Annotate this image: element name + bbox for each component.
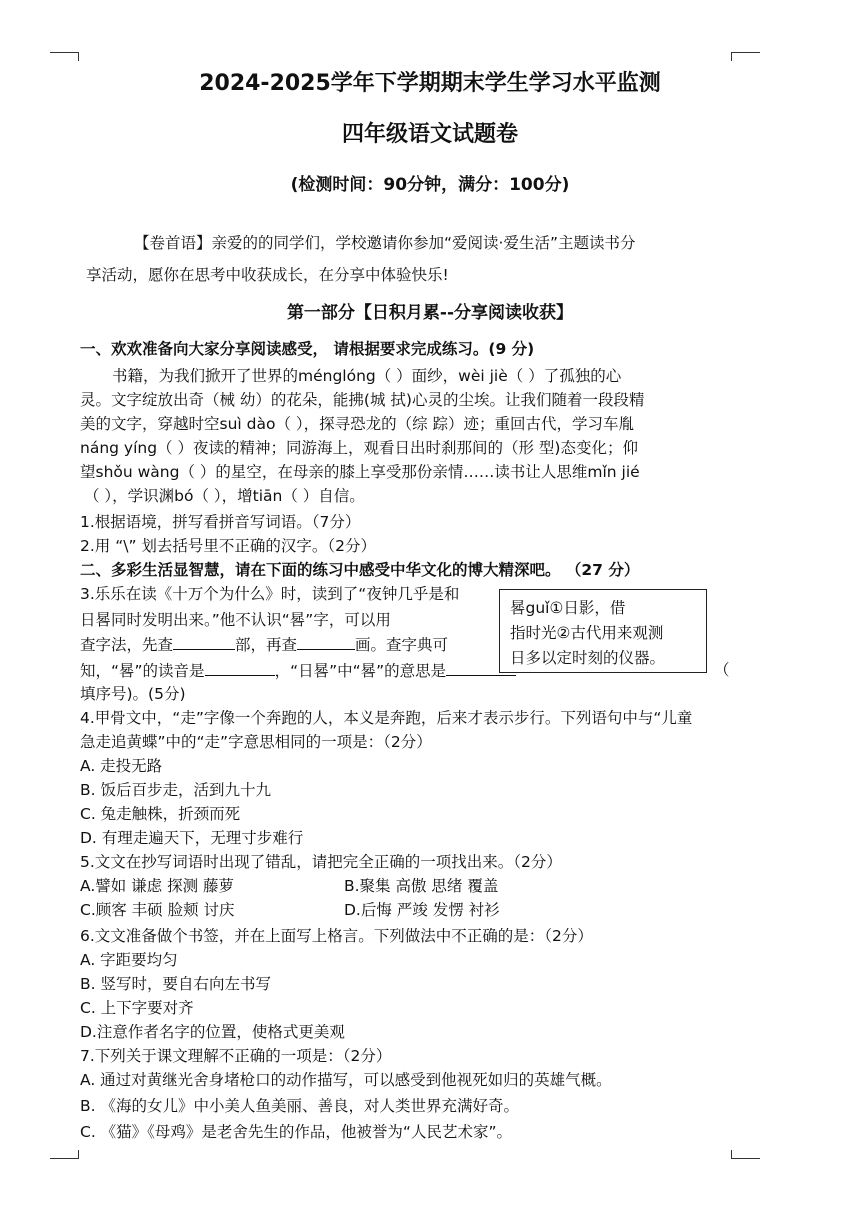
q4-option-d[interactable]: D. 有理走遍天下，无理寸步难行 [80,829,304,847]
q5-stem: 5.文文在抄写词语时出现了错乱，请把完全正确的一项找出来。（2分） [80,853,562,871]
q7-option-a[interactable]: A. 通过对黄继光舍身堵枪口的动作描写，可以感受到他视死如归的英雄气概。 [80,1071,612,1089]
passage-line-1: 书籍，为我们掀开了世界的ménglóng（ ）面纱，wèi jiè（ ）了孤独的心 [112,367,622,385]
q3-line-5: 填序号)。(5分) [80,685,186,703]
passage-line-3: 美的文字，穿越时空suì dào（ ），探寻恐龙的（综 踪）迹；重回古代，学习车胤 [80,415,635,433]
passage-line-4: náng yíng（ ）夜读的精神；同游海上，观看日出时刹那间的（形 型)态变化；仰 [80,439,638,457]
passage-line-5: 望shǒu wàng（ ）的星空，在母亲的膝上享受那份亲情……读书让人思维mǐn jié [80,463,640,481]
exam-title: 2024-2025学年下学期期末学生学习水平监测 [199,71,661,96]
note-line: 日多以定时刻的仪器。 [510,649,666,667]
section2-heading: 二、多彩生活显智慧，请在下面的练习中感受中华文化的博大精深吧。 （27 分） [80,561,640,579]
preface-line-2: 享活动，愿你在思考中收获成长，在分享中体验快乐! [86,266,449,284]
crop-mark-bottom-right [731,1150,760,1159]
q3-line-4 [80,659,516,682]
q3-text: 知，“晷”的读音是 [80,662,205,680]
section1-heading: 一、欢欢准备向大家分享阅读感受， 请根据要求完成练习。(9 分) [80,340,535,358]
q3-line-1: 3.乐乐在读《十万个为什么》时，读到了“夜钟几乎是和 [80,585,460,603]
q7-option-c[interactable]: C. 《猫》《母鸡》是老舍先生的作品，他被誉为“人民艺术家”。 [80,1123,512,1141]
q6-option-a[interactable]: A. 字距要均匀 [80,951,178,969]
q3-text: 查字法，先查 [80,636,174,654]
part1-title: 第一部分【日积月累--分享阅读收获】 [286,303,574,323]
q4-option-b[interactable]: B. 饭后百步走，活到九十九 [80,781,271,799]
exam-subtitle: 四年级语文试题卷 [341,122,518,147]
q5-option-c[interactable]: C.顾客 丰硕 脸颊 讨庆 [80,901,235,919]
passage-line-2: 灵。文字绽放出奇（械 幼）的花朵，能拂(城 拭)心灵的尘埃。让我们随着一段段精 [80,391,645,409]
q3-text: ，“日晷”中“晷”的意思是 [274,662,447,680]
crop-mark-bottom-left [50,1150,79,1159]
q7-option-b[interactable]: B. 《海的女儿》中小美人鱼美丽、善良，对人类世界充满好奇。 [80,1097,519,1115]
exam-info: (检测时间：90分钟，满分：100分) [290,175,570,195]
dictionary-note-box [499,589,707,673]
q4-line-1: 4.甲骨文中，“走”字像一个奔跑的人，本义是奔跑，后来才表示步行。下列语句中与“儿童 [80,709,693,727]
passage-line-6: （ ），学识渊bó（ ），增tiān（ ）自信。 [84,487,365,505]
answer-blank-radical[interactable] [173,633,235,650]
question-2: 2.用 “\” 划去括号里不正确的汉字。（2分） [80,537,377,555]
q4-option-c[interactable]: C. 兔走触株，折颈而死 [80,805,241,823]
answer-blank-pinyin[interactable] [205,659,275,676]
answer-blank-strokes[interactable] [297,633,355,650]
q6-option-d[interactable]: D.注意作者名字的位置，使格式更美观 [80,1023,345,1041]
q5-option-b[interactable]: B.聚集 高傲 思绪 覆盖 [344,877,499,895]
note-line: 晷guǐ①日影，借 [510,599,626,617]
q3-line-2: 日晷同时发明出来。”他不认识“晷”字，可以用 [80,611,391,629]
q5-option-d[interactable]: D.后悔 严竣 发愣 衬衫 [344,901,500,919]
q7-stem: 7.下列关于课文理解不正确的一项是：（2分） [80,1047,392,1065]
q4-option-a[interactable]: A. 走投无路 [80,757,163,775]
q3-text: 画。查字典可 [355,636,449,654]
note-line: 指时光②古代用来观测 [510,624,664,642]
q3-text: 部，再查 [235,636,298,654]
q3-line-3 [80,633,448,656]
preface-line-1: 【卷首语】亲爱的的同学们，学校邀请你参加“爱阅读·爱生活”主题读书分 [134,234,636,252]
crop-mark-top-left [50,52,79,61]
crop-mark-top-right [731,52,760,61]
q6-option-c[interactable]: C. 上下字要对齐 [80,999,194,1017]
q6-option-b[interactable]: B. 竖写时，要自右向左书写 [80,975,271,993]
q5-option-a[interactable]: A.譬如 谦虑 探测 藤萝 [80,877,235,895]
q4-line-2: 急走追黄蝶”中的“走”字意思相同的一项是：（2分） [80,733,432,751]
question-1: 1.根据语境，拼写看拼音写词语。（7分） [80,513,361,531]
q6-stem: 6.文文准备做个书签，并在上面写上格言。下列做法中不正确的是：（2分） [80,927,593,945]
q3-paren: （ [714,661,730,679]
